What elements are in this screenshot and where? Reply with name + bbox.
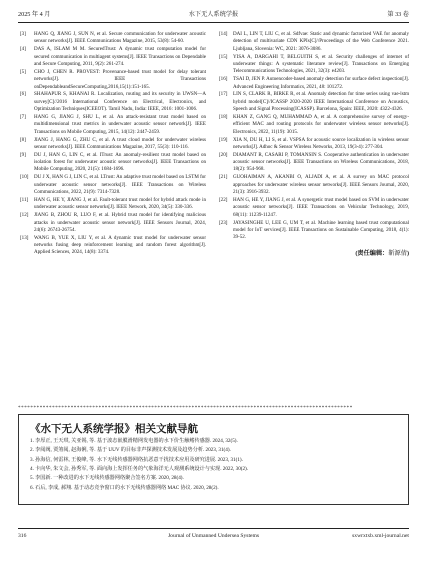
references-left-column <box>20 31 206 257</box>
reference-text: KHAN Z, GANG Q, MUHAMMAD A, et al. A comprehensive survey of energy-efficient MAC and routing protocols for underwater wireless sensor networks[J]. Electronics, 2022, 11(19): 3015. <box>233 113 409 135</box>
related-articles-title: 《水下无人系统学报》相关文献导航 <box>30 423 198 435</box>
reference-text: DU J, HAN G, LIN C, et al. ITrust: An anomaly-resilient trust model based on isolation forest for underwater acoustic sensor networks[J]. IEEE Transactions on Mobile Computing, 2020, 21(5): 1684-1696. <box>34 151 206 173</box>
section-divider: ************************************************************************************************************ <box>18 406 353 411</box>
references-right-column <box>219 31 409 257</box>
reference-text: CHO J, CHEN R. PROVEST: Provenance-based trust model for delay tolerant networks[J]. IEEE Transactions onDependableandSecureComputing,2016,15(1):151-165. <box>34 68 206 90</box>
reference-text: SHAHAPUR S, KHANAI R. Localization, routing and its security in UWSN—A survey[C]//2016 International Conference on Electrical, Electronics, and Optimization Techniques(ICEEOT). Tamil Nadu, India: IEEE, 2016: 1001-1006. <box>34 91 206 113</box>
reference-entry <box>20 69 206 91</box>
reference-entry <box>219 137 409 152</box>
reference-text: LIN S, CLARK R, BIRKE R, et al. Anomaly detection for time series using vae-lstm hybrid model[C]//ICASSP 2020-2020 IEEE International Conference on Acoustics, Speech and Signal Processing(ICASSP). Barcelona, Spain: IEEE, 2020: 4322-4326. <box>233 91 409 113</box>
reference-entry <box>20 152 206 174</box>
reference-text: JAYASINGHE U, LEE G, UM T, et al. Machine learning based trust computational model for IoT services[J]. IEEE Transactions on Sustainable Computing, 2018, 4(1): 39-52. <box>233 219 409 241</box>
reference-entry <box>20 91 206 113</box>
reference-text: HAN G, HE Y, JIANG J, et al. Fault-tolerant trust model for hybrid attack mode in underwater acoustic sensor networks[J]. IEEE Network, 2020, 34(5): 330-336. <box>34 196 206 211</box>
related-articles-list <box>30 437 402 493</box>
reference-number: [10] <box>20 174 29 181</box>
reference-entry <box>219 174 409 196</box>
reference-number: [12] <box>20 212 29 219</box>
reference-entry <box>20 46 206 68</box>
reference-entry <box>20 174 206 196</box>
reference-number: [23] <box>219 219 228 226</box>
reference-number: [8] <box>20 136 26 143</box>
reference-entry <box>20 114 206 136</box>
reference-number: [22] <box>219 196 228 203</box>
reference-number: [6] <box>20 91 26 98</box>
footer-website: sxwrxtxb.xml-journal.net <box>352 533 409 539</box>
header-volume: 第 33 卷 <box>387 11 409 18</box>
editor-name: 靳源倩 <box>388 249 407 257</box>
reference-text: WANG B, YUE X, LIU Y, et al. A dynamic trust model for underwater sensor networks fusing deep reinforcement learning and random forest algorithm[J]. Applied Sciences, 2024, 14(8): 3374. <box>34 234 206 256</box>
related-article-item[interactable]: 6. 石后, 李成, 郝翔. 基于动态竞争窗口的水下无线传感器网络 MAC 协议. 2020, 28(2). <box>30 484 219 491</box>
reference-entry <box>20 212 206 234</box>
responsible-editor <box>219 250 409 257</box>
reference-text: YISA A, DARGAHI T, BELGUITH S, et al. Security challenges of internet of underwater things: A systematic literature review[J]. Transactions on Emerging Telecommunications Technologies, 2021, 32(3): e4203. <box>233 53 409 75</box>
reference-text: DAS A, ISLAM M M. SecuredTrust: A dynamic trust computation model for secured communication in multiagent systems[J]. IEEE Transactions on Dependable and Secure Computing, 2011, 9(2): 261-274. <box>34 46 206 67</box>
footer-journal-name: Journal of Unmanned Undersea Systems <box>167 533 260 539</box>
editor-label: (责任编辑： <box>355 249 389 257</box>
reference-text: HANG Q, JIANG J, SUN N, et al. Secure communication for underwater acoustic sensor networks[J]. IEEE Communications Magazine, 2015, 53(8): 54-60. <box>34 31 206 45</box>
editor-close: ) <box>406 249 409 257</box>
reference-entry <box>219 76 409 91</box>
reference-text: GUOHAIMAN A, AKANBI O, ALJADI A, et al. A survey on MAC protocol approaches for underwater wireless sensor networks[J]. IEEE Sensors Journal, 2020, 21(3): 3916-3932. <box>233 174 409 196</box>
reference-entry <box>20 31 206 46</box>
reference-entry <box>219 220 409 242</box>
reference-entry <box>20 235 206 257</box>
running-footer <box>18 533 409 543</box>
page-number: 316 <box>18 533 27 539</box>
reference-text: TSAI D, JEN P. Autoencoder-based anomaly detection for surface defect inspection[J]. Advanced Engineering Informatics, 2021, 48: 101272. <box>233 76 409 90</box>
reference-text: DAI L, LIN T, LIU C, et al. Sdfvae: Static and dynamic factorized VAE for anomaly detection of multivariate CDN KPIs[C]//Proceedings of the Web Conference 2021. Ljubljana, Slovenia: WC, 2021: 3076-3086. <box>233 31 409 52</box>
reference-text: DU J X, HAN G J, LIN C, et al. LTrust: An adaptive trust model based on LSTM for underwater acoustic sensor networks[J]. IEEE Transactions on Wireless Communications, 2022, 21(9): 7314-7328. <box>34 174 206 196</box>
reference-entry <box>219 114 409 136</box>
header-journal-title: 水下无人系统学报 <box>188 11 239 18</box>
reference-number: [3] <box>20 31 26 37</box>
related-article-item[interactable]: 3. 孙海信, 何雷林, 王俊峰, 等. 水下无线传感器网络抗恶意干扰技术应用及研究进展. 2023, 31(1). <box>30 456 243 463</box>
reference-text: JIANG J, HANG G, ZHU C, et al. A trust cloud model for underwater wireless sensor networks[J]. IEEE Communications Magazine, 2017, 55(3): 110-116. <box>34 136 206 150</box>
reference-number: [5] <box>20 68 26 75</box>
reference-number: [19] <box>219 136 228 143</box>
reference-entry <box>219 152 409 174</box>
header-rule <box>18 22 409 23</box>
reference-number: [18] <box>219 113 228 120</box>
reference-entry <box>219 54 409 76</box>
reference-entry <box>20 197 206 212</box>
reference-number: [13] <box>20 234 29 241</box>
reference-number: [17] <box>219 91 228 98</box>
reference-number: [21] <box>219 174 228 181</box>
footer-rule <box>18 528 409 529</box>
reference-number: [4] <box>20 46 26 53</box>
reference-entry <box>219 197 409 219</box>
reference-text: HANG G, JIANG J, SHU L, et al. An attack-resistant trust model based on multidimensional trust metrics in underwater acoustic sensor network[J]. IEEE Transactions on Mobile Computing, 2015, 14(12): 2447-2459. <box>34 113 206 135</box>
related-article-item[interactable]: 4. 卡向华, 朱文会, 孙秀军, 等. 面向海上发挥任务的气象海洋无人观测系统设计与实现. 2022, 30(2). <box>30 466 249 473</box>
reference-entry <box>20 137 206 152</box>
reference-text: JIANG B, ZHOU R, LUO F, et al. Hybrid trust model for identifying malicious attacks in underwater acoustic sensor network[J]. IEEE Sensors Journal, 2024, 24(6): 26743-26754. <box>34 212 206 233</box>
reference-text: HAN G, HE Y, JIANG J, et al. A synergetic trust model based on SVM in underwater acoustic sensor networks[J]. IEEE Transactions on Vehicular Technology, 2019, 68(11): 11239-11247. <box>233 196 409 218</box>
reference-number: [7] <box>20 113 26 120</box>
reference-number: [20] <box>219 151 228 158</box>
related-article-item[interactable]: 2. 李阅阀, 贾煞阅, 赵海俐, 等. 基于 UUV 的目标非声探测技术发展及趋势分析. 2023, 31(4). <box>30 447 231 454</box>
reference-number: [11] <box>20 196 29 203</box>
reference-number: [16] <box>219 76 228 83</box>
reference-number: [14] <box>219 31 228 37</box>
reference-number: [9] <box>20 151 26 158</box>
related-article-item[interactable]: 5. 李国新. 一种改进的水下无线传感器网络聚合签名方案. 2020, 28(4). <box>30 475 184 482</box>
header-date: 2025 年 4 月 <box>18 11 51 18</box>
running-header <box>18 9 409 21</box>
reference-number: [15] <box>219 53 228 60</box>
reference-text: DIAMANT R, CASARI P, TOMANSIN S. Cooperative authentication in underwater acoustic sensor networks[J]. IEEE Transactions on Wireless Communications, 2018, 18(2): 954-968. <box>233 151 409 173</box>
reference-text: XIA N, DU H, LI S, et al. VSPSA for acoustic source localization in wireless sensor networks[J]. Adhoc & Sensor Wireless Networks, 2013, 19(3-4): 277-304. <box>233 136 409 150</box>
reference-entry <box>219 31 409 53</box>
related-article-item[interactable]: 1. 李厚正, 王天琪, 关亚锡, 等. 基于波态嵌膜滑精网发电器的水下价生触鳍传感器. 2024, 32(5). <box>30 438 238 444</box>
reference-entry <box>219 91 409 113</box>
